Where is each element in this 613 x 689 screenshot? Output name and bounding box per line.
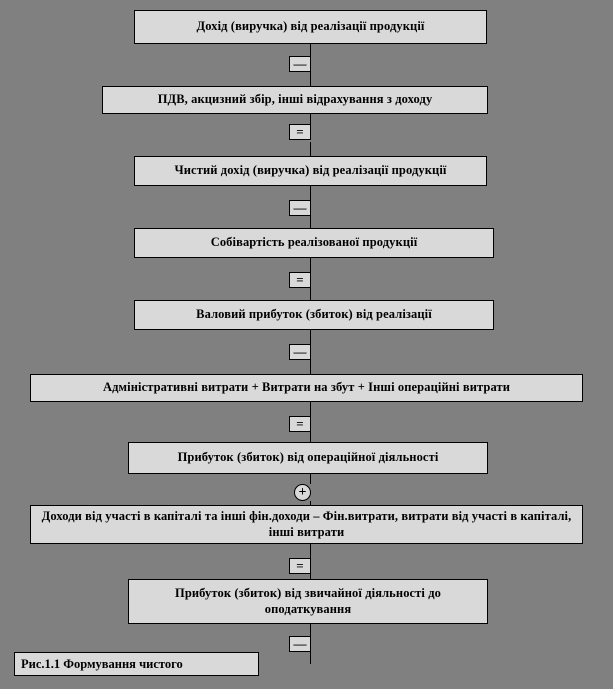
node-label: Собівартість реалізованої продукції xyxy=(210,235,418,250)
operator-symbol: = xyxy=(296,558,304,573)
connector-line xyxy=(310,142,311,156)
node-financial-income-expenses[interactable] xyxy=(30,505,583,544)
connector-line xyxy=(310,360,311,374)
operator-equals xyxy=(289,272,311,288)
connector-line xyxy=(310,624,311,636)
operator-symbol: = xyxy=(296,416,304,431)
node-net-revenue[interactable] xyxy=(134,156,487,186)
connector-line xyxy=(310,44,311,56)
operator-minus xyxy=(289,344,311,360)
operator-symbol: + xyxy=(298,484,307,500)
operator-plus-circle xyxy=(294,484,311,501)
node-label: Доходи від участі в капіталі та інші фін.доходи – Фін.витрати, витрати від участі в капіталі, інші витрати xyxy=(41,508,572,539)
operator-symbol: = xyxy=(296,272,304,287)
node-operating-profit[interactable] xyxy=(128,442,488,474)
figure-caption-text: Рис.1.1 Формування чистого xyxy=(21,656,183,671)
connector-line xyxy=(310,544,311,558)
connector-line xyxy=(310,432,311,442)
operator-symbol: — xyxy=(293,200,307,215)
operator-equals xyxy=(289,124,311,140)
connector-line xyxy=(310,258,311,272)
node-gross-profit[interactable] xyxy=(134,300,494,330)
connector-line xyxy=(310,288,311,300)
connector-line xyxy=(310,474,311,484)
connector-line xyxy=(310,72,311,86)
node-revenue[interactable] xyxy=(134,10,487,44)
operator-minus xyxy=(289,200,311,216)
node-operating-expenses[interactable] xyxy=(30,374,583,402)
node-label: Дохід (виручка) від реалізації продукції xyxy=(196,19,425,34)
operator-equals xyxy=(289,558,311,574)
node-label: Валовий прибуток (збиток) від реалізації xyxy=(196,307,432,322)
node-label: Адміністративні витрати + Витрати на збут + Інші операційні витрати xyxy=(102,380,511,395)
operator-equals xyxy=(289,416,311,432)
operator-minus xyxy=(289,56,311,72)
operator-symbol: — xyxy=(293,56,307,71)
node-label: ПДВ, акцизний збір, інші відрахування з доходу xyxy=(157,92,433,107)
operator-symbol: — xyxy=(293,344,307,359)
node-vat-excise[interactable] xyxy=(102,86,488,114)
operator-symbol: — xyxy=(293,636,307,651)
connector-line xyxy=(310,186,311,200)
operator-symbol: = xyxy=(296,124,304,139)
node-label: Прибуток (збиток) від операційної діяльності xyxy=(177,450,439,465)
node-label: Чистий дохід (виручка) від реалізації продукції xyxy=(174,163,447,178)
node-profit-before-tax[interactable] xyxy=(128,579,488,624)
connector-line xyxy=(310,216,311,228)
operator-minus-bottom xyxy=(289,636,311,652)
connector-line xyxy=(310,652,311,664)
connector-line xyxy=(310,402,311,416)
node-cost-of-goods[interactable] xyxy=(134,228,494,258)
connector-line xyxy=(310,114,311,124)
figure-caption xyxy=(14,652,259,676)
connector-line xyxy=(310,330,311,344)
node-label: Прибуток (збиток) від звичайної діяльності до оподаткування xyxy=(175,585,441,616)
